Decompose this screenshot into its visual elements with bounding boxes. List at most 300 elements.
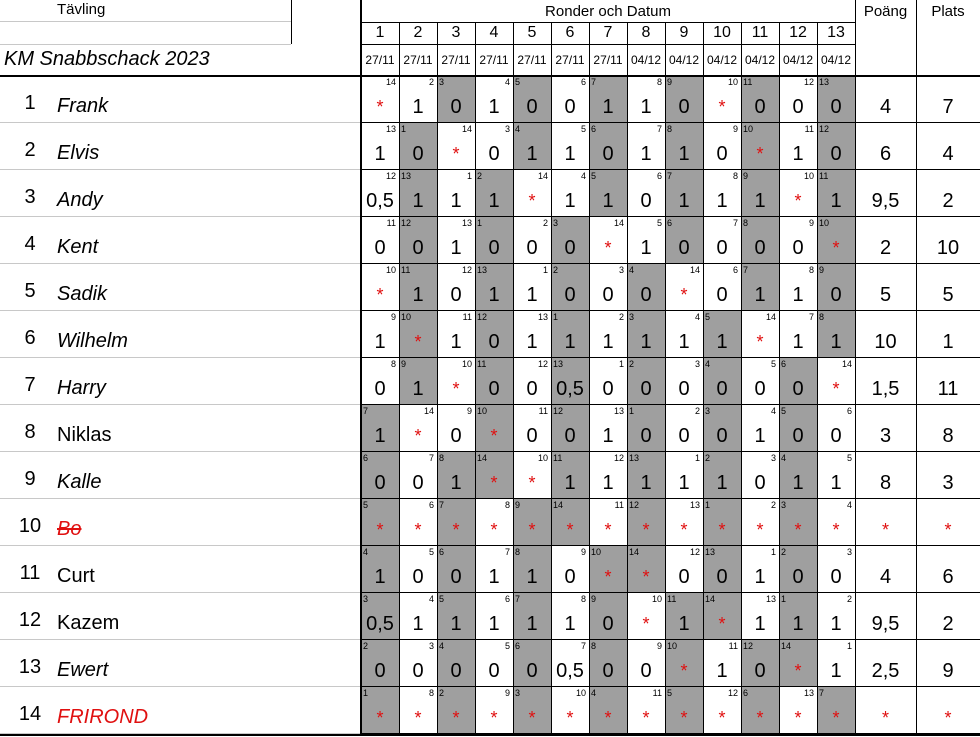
opponent-number: 12: [553, 406, 564, 416]
game-result: 1: [640, 142, 652, 165]
game-result: 1: [450, 189, 462, 212]
opponent-number: 2: [439, 688, 445, 698]
grid-line: [703, 22, 704, 734]
opponent-number: 13: [803, 688, 814, 698]
grid-line: [361, 169, 980, 170]
bye-mark: *: [642, 520, 650, 540]
result-cell: [475, 217, 513, 264]
game-result: 1: [754, 612, 766, 635]
game-result: 1: [716, 330, 728, 353]
game-result: 0: [716, 236, 728, 259]
opponent-number: 11: [401, 265, 411, 275]
player-name: Kazem: [57, 612, 120, 634]
game-result: 0: [678, 236, 690, 259]
result-cell: [513, 170, 551, 217]
opponent-number: 14: [629, 547, 640, 557]
place-label: Plats: [931, 2, 965, 20]
grid-line: [361, 357, 980, 358]
game-result: 1: [602, 189, 614, 212]
opponent-number: 3: [515, 688, 521, 698]
opponent-number: 7: [515, 594, 521, 604]
opponent-number: 12: [727, 688, 738, 698]
opponent-number: 4: [781, 453, 787, 463]
game-result: 0: [526, 424, 538, 447]
result-cell: [779, 311, 817, 358]
game-result: 1: [678, 612, 690, 635]
result-cell: [361, 687, 399, 734]
player-name: Ewert: [57, 659, 109, 681]
opponent-number: 11: [667, 594, 677, 604]
result-cell: [361, 593, 399, 640]
result-cell: [399, 170, 437, 217]
player-place: 9: [942, 659, 954, 682]
result-cell: [627, 546, 665, 593]
game-result: 0: [488, 377, 500, 400]
game-result: 0: [412, 659, 424, 682]
game-result: 0: [830, 424, 842, 447]
result-cell: [475, 311, 513, 358]
opponent-number: 10: [803, 171, 814, 181]
result-cell: [665, 499, 703, 546]
result-cell: [513, 593, 551, 640]
player-number: 5: [24, 279, 36, 302]
grid-line: [361, 22, 855, 23]
game-result: 0: [792, 377, 804, 400]
game-result: 1: [526, 283, 538, 306]
opponent-number: 4: [439, 641, 445, 651]
opponent-number: 10: [591, 547, 602, 557]
result-cell: [437, 170, 475, 217]
player-number: 1: [24, 91, 36, 114]
opponent-number: 6: [591, 124, 597, 134]
game-result: 1: [526, 330, 538, 353]
opponent-number: 5: [428, 547, 434, 557]
result-cell: [703, 452, 741, 499]
game-result: 0: [830, 565, 842, 588]
result-cell: [551, 452, 589, 499]
opponent-number: 11: [477, 359, 487, 369]
opponent-number: 14: [461, 124, 472, 134]
opponent-number: 4: [515, 124, 521, 134]
result-cell: [741, 311, 779, 358]
result-cell: [589, 76, 627, 123]
opponent-number: 12: [613, 453, 624, 463]
opponent-number: 14: [423, 406, 434, 416]
result-cell: [703, 170, 741, 217]
opponent-number: 11: [538, 406, 548, 416]
opponent-number: 7: [580, 641, 586, 651]
competition-label: Tävling: [57, 1, 106, 18]
grid-line: [779, 22, 780, 734]
round-number: 6: [565, 24, 575, 41]
result-cell: [513, 76, 551, 123]
game-result: 0: [678, 377, 690, 400]
grid-line: [0, 545, 52, 546]
grid-line: [361, 0, 362, 736]
opponent-number: 6: [732, 265, 738, 275]
round-number: 5: [527, 24, 537, 41]
bye-mark: *: [414, 708, 422, 728]
round-number: 1: [375, 24, 385, 41]
game-result: 0: [754, 377, 766, 400]
result-cell: [399, 452, 437, 499]
opponent-number: 7: [439, 500, 445, 510]
player-points: *: [881, 520, 889, 540]
game-result: 1: [754, 424, 766, 447]
grid-line: [0, 498, 52, 499]
bye-mark: *: [414, 332, 422, 352]
result-cell: [513, 452, 551, 499]
bye-mark: *: [680, 661, 688, 681]
opponent-number: 11: [652, 688, 662, 698]
result-cell: [703, 499, 741, 546]
result-cell: [589, 687, 627, 734]
result-cell: [437, 593, 475, 640]
opponent-number: 1: [705, 500, 711, 510]
game-result: 0: [754, 471, 766, 494]
bye-mark: *: [528, 708, 536, 728]
round-date: 04/12: [744, 53, 776, 67]
result-cell: [779, 546, 817, 593]
game-result: 0: [374, 471, 386, 494]
opponent-number: 10: [401, 312, 412, 322]
opponent-number: 5: [363, 500, 369, 510]
opponent-number: 8: [515, 547, 521, 557]
opponent-number: 10: [651, 594, 662, 604]
game-result: 0: [374, 659, 386, 682]
opponent-number: 7: [808, 312, 814, 322]
game-result: 0: [678, 424, 690, 447]
game-result: 1: [450, 236, 462, 259]
opponent-number: 6: [580, 77, 586, 87]
result-cell: [627, 593, 665, 640]
player-number: 13: [18, 655, 42, 678]
opponent-number: 5: [580, 124, 586, 134]
result-cell: [665, 452, 703, 499]
result-cell: [437, 452, 475, 499]
grid-line: [52, 263, 360, 264]
opponent-number: 11: [804, 124, 814, 134]
game-result: 0: [564, 565, 576, 588]
result-cell: [703, 640, 741, 687]
opponent-number: 2: [705, 453, 711, 463]
game-result: 0: [564, 424, 576, 447]
game-result: 0: [640, 659, 652, 682]
game-result: 0: [640, 189, 652, 212]
grid-line: [361, 122, 980, 123]
result-cell: [779, 640, 817, 687]
result-cell: [551, 217, 589, 264]
game-result: 1: [754, 283, 766, 306]
round-date: 04/12: [668, 53, 700, 67]
game-result: 0: [602, 377, 614, 400]
result-cell: [437, 217, 475, 264]
opponent-number: 14: [477, 453, 488, 463]
opponent-number: 12: [401, 218, 412, 228]
opponent-number: 3: [428, 641, 434, 651]
game-result: 0: [716, 565, 728, 588]
result-cell: [589, 593, 627, 640]
result-cell: [627, 687, 665, 734]
game-result: 1: [412, 612, 424, 635]
bye-mark: *: [376, 708, 384, 728]
opponent-number: 3: [629, 312, 635, 322]
round-number: 3: [451, 24, 461, 41]
player-name: Bo: [57, 518, 82, 540]
result-cell: [551, 405, 589, 452]
game-result: 1: [640, 236, 652, 259]
bye-mark: *: [528, 520, 536, 540]
result-cell: [399, 499, 437, 546]
result-cell: [741, 593, 779, 640]
opponent-number: 2: [618, 312, 624, 322]
player-name: Andy: [57, 189, 103, 211]
bye-mark: *: [490, 426, 498, 446]
game-result: 0: [678, 95, 690, 118]
result-cell: [703, 76, 741, 123]
bye-mark: *: [604, 520, 612, 540]
opponent-number: 9: [466, 406, 472, 416]
opponent-number: 2: [542, 218, 548, 228]
grid-line: [361, 686, 980, 687]
opponent-number: 1: [542, 265, 548, 275]
player-points: 2: [879, 236, 892, 259]
result-cell: [475, 264, 513, 311]
result-cell: [779, 687, 817, 734]
opponent-number: 14: [689, 265, 700, 275]
game-result: 0,5: [366, 612, 394, 635]
grid-line: [361, 404, 980, 405]
opponent-number: 9: [667, 77, 673, 87]
opponent-number: 10: [537, 453, 548, 463]
result-cell: [437, 687, 475, 734]
player-place: 1: [942, 330, 954, 353]
bye-mark: *: [680, 708, 688, 728]
result-cell: [627, 170, 665, 217]
game-result: 0: [412, 142, 424, 165]
game-result: 1: [564, 330, 576, 353]
result-cell: [513, 405, 551, 452]
bye-mark: *: [452, 520, 460, 540]
grid-line: [361, 44, 855, 45]
opponent-number: 14: [553, 500, 564, 510]
game-result: 0,5: [366, 189, 394, 212]
opponent-number: 5: [705, 312, 711, 322]
game-result: 1: [754, 189, 766, 212]
opponent-number: 11: [743, 77, 753, 87]
opponent-number: 13: [629, 453, 640, 463]
result-cell: [741, 123, 779, 170]
result-cell: [703, 264, 741, 311]
result-cell: [741, 405, 779, 452]
bye-mark: *: [642, 614, 650, 634]
game-result: 0: [640, 283, 652, 306]
result-cell: [741, 170, 779, 217]
grid-line: [475, 22, 476, 734]
player-place: 8: [942, 424, 954, 447]
round-number: 11: [751, 24, 769, 41]
result-cell: [817, 499, 855, 546]
result-cell: [589, 405, 627, 452]
game-result: 1: [374, 142, 386, 165]
opponent-number: 1: [466, 171, 472, 181]
player-place: 5: [942, 283, 954, 306]
opponent-number: 9: [390, 312, 396, 322]
opponent-number: 2: [477, 171, 483, 181]
result-cell: [361, 76, 399, 123]
opponent-number: 4: [428, 594, 434, 604]
grid-line: [0, 451, 52, 452]
result-cell: [779, 264, 817, 311]
bye-mark: *: [452, 708, 460, 728]
game-result: 1: [488, 189, 500, 212]
grid-line: [52, 404, 360, 405]
game-result: 1: [792, 283, 804, 306]
game-result: 0: [716, 377, 728, 400]
grid-line: [0, 639, 52, 640]
opponent-number: 5: [591, 171, 597, 181]
opponent-number: 4: [363, 547, 369, 557]
opponent-number: 8: [580, 594, 586, 604]
opponent-number: 2: [428, 77, 434, 87]
grid-line: [589, 22, 590, 734]
bye-mark: *: [832, 238, 840, 258]
game-result: 0: [488, 330, 500, 353]
opponent-number: 13: [401, 171, 412, 181]
opponent-number: 7: [656, 124, 662, 134]
result-cell: [589, 217, 627, 264]
player-name: Elvis: [57, 142, 100, 164]
result-cell: [665, 123, 703, 170]
result-cell: [665, 640, 703, 687]
game-result: 0: [450, 95, 462, 118]
opponent-number: 1: [694, 453, 700, 463]
game-result: 0: [792, 236, 804, 259]
player-points: 10: [874, 330, 897, 353]
bye-mark: *: [376, 520, 384, 540]
result-cell: [361, 311, 399, 358]
grid-line: [361, 451, 980, 452]
result-cell: [665, 358, 703, 405]
opponent-number: 8: [732, 171, 738, 181]
game-result: 0: [640, 424, 652, 447]
result-cell: [437, 405, 475, 452]
round-date: 04/12: [820, 53, 852, 67]
grid-line: [665, 22, 666, 734]
game-result: 0: [792, 95, 804, 118]
result-cell: [779, 123, 817, 170]
grid-line: [52, 498, 360, 499]
opponent-number: 8: [591, 641, 597, 651]
opponent-number: 11: [614, 500, 624, 510]
game-result: 0: [716, 424, 728, 447]
round-date: 27/11: [517, 53, 547, 67]
grid-line: [52, 310, 360, 311]
result-cell: [779, 593, 817, 640]
result-cell: [361, 264, 399, 311]
grid-line: [361, 639, 980, 640]
grid-line: [52, 357, 360, 358]
opponent-number: 7: [363, 406, 369, 416]
player-place: 2: [942, 612, 954, 635]
result-cell: [589, 311, 627, 358]
game-result: 0,5: [556, 659, 584, 682]
game-result: 1: [488, 565, 500, 588]
opponent-number: 3: [705, 406, 711, 416]
grid-line: [52, 169, 360, 170]
game-result: 1: [564, 471, 576, 494]
opponent-number: 10: [743, 124, 754, 134]
game-result: 1: [488, 283, 500, 306]
result-cell: [665, 593, 703, 640]
result-cell: [665, 687, 703, 734]
opponent-number: 12: [689, 547, 700, 557]
grid-line: [437, 22, 438, 734]
bye-mark: *: [680, 520, 688, 540]
round-date: 27/11: [555, 53, 585, 67]
opponent-number: 12: [477, 312, 488, 322]
result-cell: [399, 546, 437, 593]
game-result: 1: [830, 471, 842, 494]
result-cell: [551, 264, 589, 311]
game-result: 1: [716, 659, 728, 682]
game-result: 0: [412, 236, 424, 259]
grid-line: [0, 734, 980, 736]
bye-mark: *: [490, 708, 498, 728]
opponent-number: 13: [689, 500, 700, 510]
opponent-number: 6: [743, 688, 749, 698]
round-number: 10: [713, 24, 731, 41]
game-result: 1: [374, 424, 386, 447]
game-result: 1: [830, 612, 842, 635]
result-cell: [627, 264, 665, 311]
result-cell: [551, 76, 589, 123]
result-cell: [551, 593, 589, 640]
grid-line: [0, 21, 291, 22]
result-cell: [817, 76, 855, 123]
game-result: 0: [374, 236, 386, 259]
opponent-number: 10: [385, 265, 396, 275]
game-result: 0: [602, 659, 614, 682]
bye-mark: *: [604, 238, 612, 258]
bye-mark: *: [452, 144, 460, 164]
opponent-number: 3: [781, 500, 787, 510]
result-cell: [703, 593, 741, 640]
player-place: 11: [937, 377, 959, 400]
opponent-number: 2: [363, 641, 369, 651]
result-cell: [361, 640, 399, 687]
opponent-number: 6: [363, 453, 369, 463]
opponent-number: 8: [808, 265, 814, 275]
bye-mark: *: [718, 520, 726, 540]
result-cell: [665, 405, 703, 452]
game-result: 0: [488, 236, 500, 259]
bye-mark: *: [490, 520, 498, 540]
player-name: Harry: [57, 377, 106, 399]
grid-line: [0, 404, 52, 405]
opponent-number: 2: [781, 547, 787, 557]
player-name: Niklas: [57, 424, 112, 446]
bye-mark: *: [756, 520, 764, 540]
game-result: 0: [602, 142, 614, 165]
opponent-number: 10: [575, 688, 586, 698]
game-result: 1: [488, 95, 500, 118]
result-cell: [779, 76, 817, 123]
player-points: 8: [879, 471, 892, 494]
result-cell: [817, 358, 855, 405]
bye-mark: *: [566, 708, 574, 728]
result-cell: [589, 640, 627, 687]
